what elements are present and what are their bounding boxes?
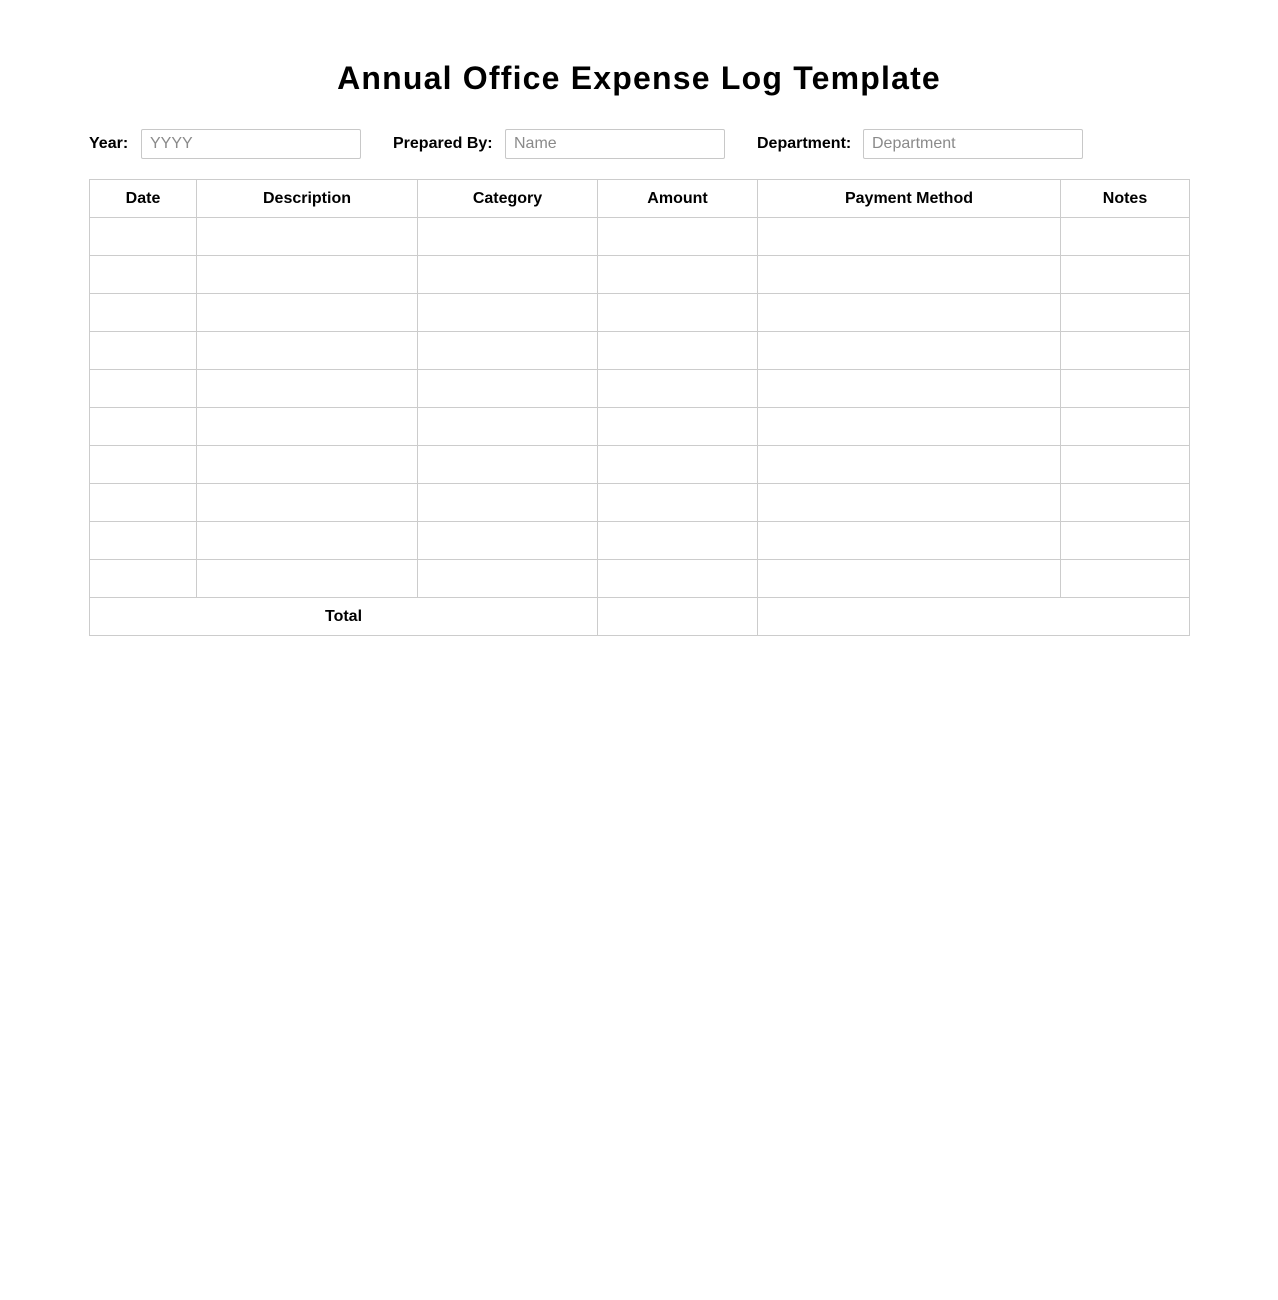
cell-amount[interactable] <box>598 332 758 370</box>
cell-description[interactable] <box>197 256 418 294</box>
table-header-row <box>90 180 1190 218</box>
total-remainder-cell <box>758 598 1190 636</box>
total-row <box>90 598 1190 636</box>
cell-category[interactable] <box>418 560 598 598</box>
department-input[interactable] <box>863 129 1083 159</box>
cell-description[interactable] <box>197 332 418 370</box>
column-header-notes: Notes <box>1061 180 1190 218</box>
document-info-row <box>0 129 1278 159</box>
cell-description[interactable] <box>197 446 418 484</box>
expense-log-table <box>89 179 1190 636</box>
cell-category[interactable] <box>418 446 598 484</box>
cell-category[interactable] <box>418 294 598 332</box>
year-input[interactable] <box>141 129 361 159</box>
cell-category[interactable] <box>418 332 598 370</box>
total-label: Total <box>90 598 598 636</box>
cell-payment-method[interactable] <box>758 408 1061 446</box>
cell-payment-method[interactable] <box>758 332 1061 370</box>
cell-amount[interactable] <box>598 408 758 446</box>
cell-description[interactable] <box>197 408 418 446</box>
year-label: Year: <box>89 135 129 152</box>
column-header-amount: Amount <box>598 180 758 218</box>
prepared-by-input[interactable] <box>505 129 725 159</box>
department-label: Department: <box>757 135 852 152</box>
cell-description[interactable] <box>197 294 418 332</box>
table-row <box>90 446 1190 484</box>
table-row <box>90 218 1190 256</box>
table-row <box>90 370 1190 408</box>
cell-amount[interactable] <box>598 370 758 408</box>
page-title: Annual Office Expense Log Template <box>337 60 941 96</box>
cell-category[interactable] <box>418 256 598 294</box>
cell-category[interactable] <box>418 484 598 522</box>
cell-notes[interactable] <box>1061 484 1190 522</box>
prepared-by-label: Prepared By: <box>393 135 493 152</box>
cell-amount[interactable] <box>598 218 758 256</box>
cell-payment-method[interactable] <box>758 370 1061 408</box>
cell-payment-method[interactable] <box>758 560 1061 598</box>
cell-payment-method[interactable] <box>758 446 1061 484</box>
table-row <box>90 522 1190 560</box>
cell-description[interactable] <box>197 522 418 560</box>
cell-date[interactable] <box>90 446 197 484</box>
table-row <box>90 484 1190 522</box>
table-row <box>90 332 1190 370</box>
cell-amount[interactable] <box>598 560 758 598</box>
total-amount-cell[interactable] <box>598 598 758 636</box>
cell-payment-method[interactable] <box>758 522 1061 560</box>
table-row <box>90 408 1190 446</box>
cell-description[interactable] <box>197 484 418 522</box>
table-row <box>90 256 1190 294</box>
cell-payment-method[interactable] <box>758 218 1061 256</box>
cell-notes[interactable] <box>1061 446 1190 484</box>
cell-notes[interactable] <box>1061 408 1190 446</box>
cell-date[interactable] <box>90 256 197 294</box>
cell-notes[interactable] <box>1061 332 1190 370</box>
cell-date[interactable] <box>90 522 197 560</box>
cell-date[interactable] <box>90 332 197 370</box>
cell-description[interactable] <box>197 560 418 598</box>
cell-notes[interactable] <box>1061 522 1190 560</box>
column-header-date: Date <box>90 180 197 218</box>
cell-amount[interactable] <box>598 522 758 560</box>
cell-amount[interactable] <box>598 256 758 294</box>
cell-notes[interactable] <box>1061 256 1190 294</box>
cell-category[interactable] <box>418 370 598 408</box>
cell-date[interactable] <box>90 370 197 408</box>
cell-notes[interactable] <box>1061 294 1190 332</box>
cell-payment-method[interactable] <box>758 294 1061 332</box>
cell-category[interactable] <box>418 408 598 446</box>
cell-date[interactable] <box>90 408 197 446</box>
column-header-payment-method: Payment Method <box>758 180 1061 218</box>
cell-description[interactable] <box>197 218 418 256</box>
cell-notes[interactable] <box>1061 370 1190 408</box>
table-row <box>90 294 1190 332</box>
cell-amount[interactable] <box>598 446 758 484</box>
cell-date[interactable] <box>90 294 197 332</box>
cell-payment-method[interactable] <box>758 484 1061 522</box>
column-header-category: Category <box>418 180 598 218</box>
table-body <box>90 218 1190 598</box>
cell-notes[interactable] <box>1061 560 1190 598</box>
cell-date[interactable] <box>90 218 197 256</box>
cell-amount[interactable] <box>598 294 758 332</box>
table-row <box>90 560 1190 598</box>
cell-category[interactable] <box>418 218 598 256</box>
cell-date[interactable] <box>90 560 197 598</box>
cell-amount[interactable] <box>598 484 758 522</box>
cell-payment-method[interactable] <box>758 256 1061 294</box>
cell-category[interactable] <box>418 522 598 560</box>
cell-description[interactable] <box>197 370 418 408</box>
cell-notes[interactable] <box>1061 218 1190 256</box>
column-header-description: Description <box>197 180 418 218</box>
cell-date[interactable] <box>90 484 197 522</box>
